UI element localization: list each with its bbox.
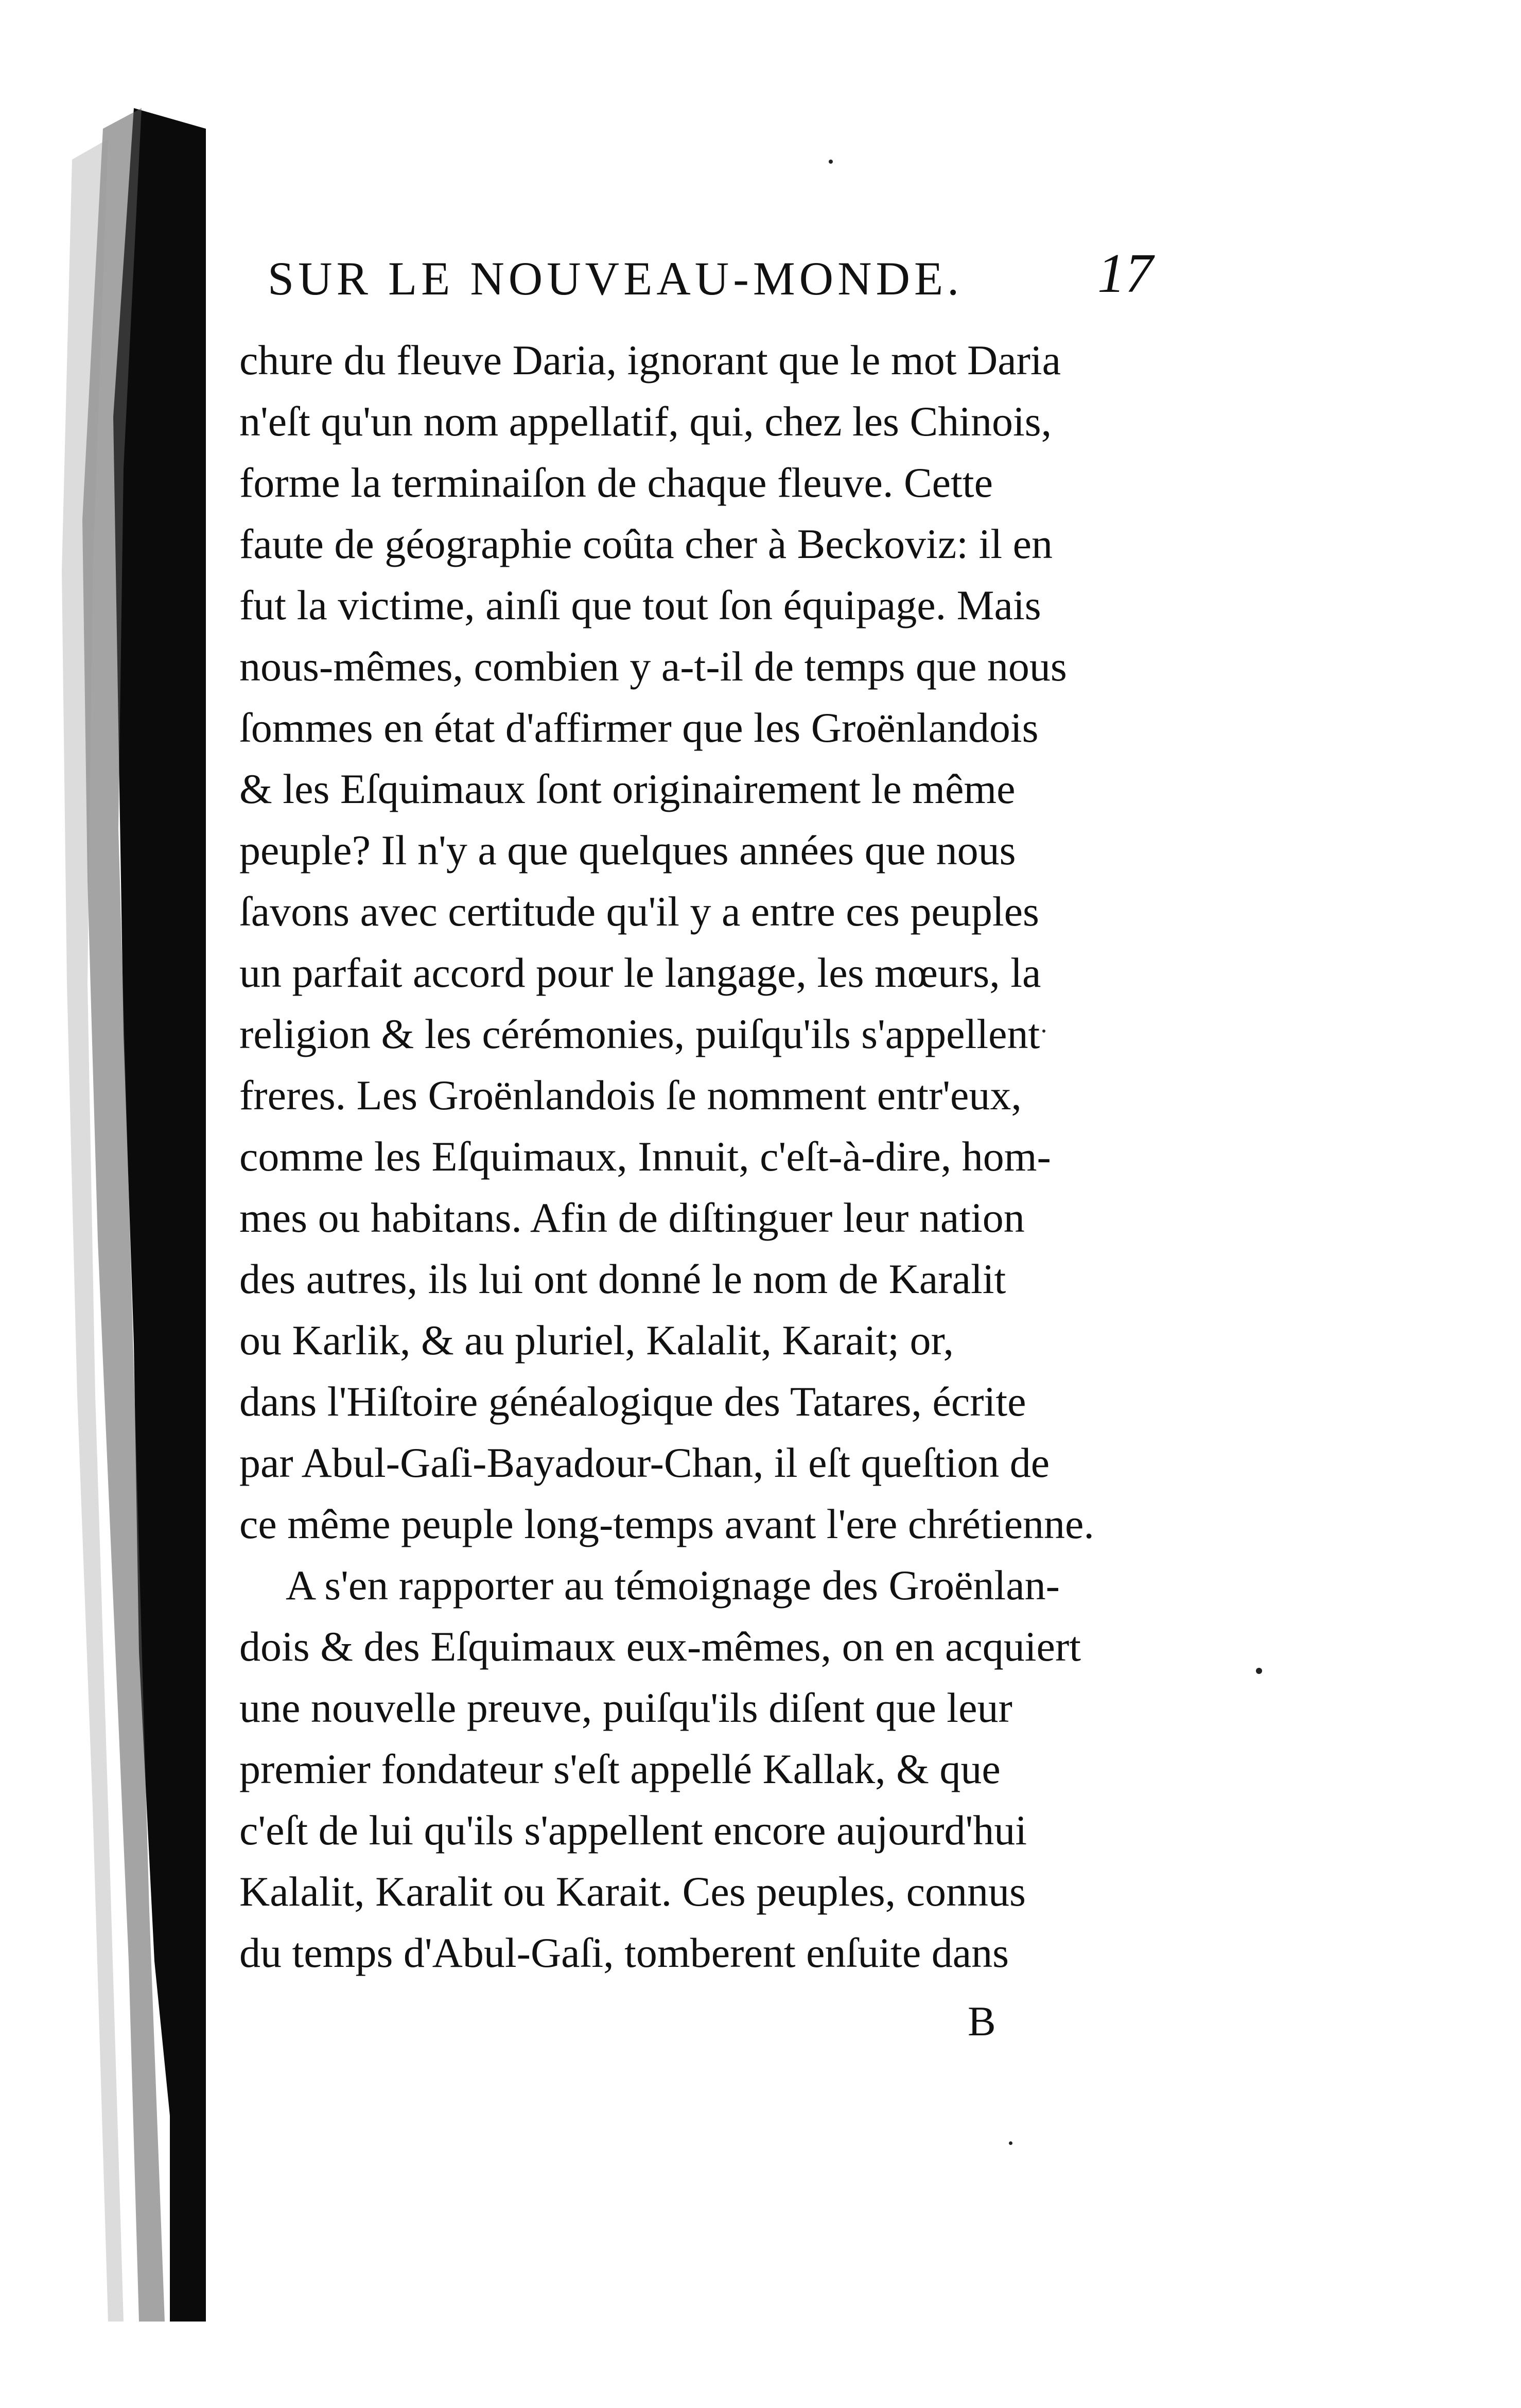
body-text [239,329,1161,1983]
text-line: freres. Les Groënlandois ſe nomment entr'eux, [239,1072,1022,1119]
text-line: ſommes en état d'affirmer que les Groënlandois [239,704,1039,751]
text-line: des autres, ils lui ont donné le nom de Karalit [239,1255,1006,1302]
signature-mark: B [968,1998,996,2045]
page-number: 17 [1097,243,1153,304]
ink-speck [1256,1668,1262,1674]
text-line: dois & des Eſquimaux eux-mêmes, on en acquiert [239,1623,1081,1670]
text-line: Kalalit, Karalit ou Karait. Ces peuples, connus [239,1868,1026,1915]
text-line: & les Eſquimaux ſont originairement le même [239,765,1016,812]
text-line: religion & les cérémonies, puiſqu'ils s'appellent [239,1010,1040,1057]
text-line: faute de géographie coûta cher à Beckoviz: il en [239,520,1053,567]
text-line: du temps d'Abul-Gaſi, tomberent enſuite dans [239,1929,1009,1976]
text-line: comme les Eſquimaux, Innuit, c'eſt-à-dire, hom- [239,1133,1051,1180]
text-line: premier fondateur s'eſt appellé Kallak, & que [239,1746,1001,1792]
text-line: c'eſt de lui qu'ils s'appellent encore aujourd'hui [239,1807,1027,1854]
text-line: n'eſt qu'un nom appellatif, qui, chez les Chinois, [239,398,1052,445]
paragraph-start-line: A s'en rapporter au témoignage des Groënlan- [286,1562,1060,1609]
text-line: nous-mêmes, combien y a-t-il de temps que nous [239,643,1067,690]
text-line: un parfait accord pour le langage, les mœurs, la [239,949,1041,996]
text-line: fut la victime, ainſi que tout ſon équipage. Mais [239,582,1041,629]
ink-speck [829,160,833,164]
ink-speck [1042,1029,1045,1033]
text-line: ce même peuple long-temps avant l'ere chrétienne. [239,1500,1094,1547]
text-line: chure du fleuve Daria, ignorant que le mot Daria [239,337,1061,383]
text-line: ou Karlik, & au pluriel, Kalalit, Karait; or, [239,1317,954,1364]
binding-shadow [51,108,206,2322]
text-line: par Abul-Gaſi-Bayadour-Chan, il eſt queſtion de [239,1439,1050,1486]
text-line: une nouvelle preuve, puiſqu'ils diſent que leur [239,1684,1012,1731]
ink-speck [1009,2141,1012,2145]
text-line: ſavons avec certitude qu'il y a entre ces peuples [239,888,1039,935]
page-header [268,242,1153,319]
text-line: forme la terminaiſon de chaque fleuve. Cette [239,459,993,506]
text-line: mes ou habitans. Afin de diſtinguer leur nation [239,1194,1025,1241]
text-line: peuple? Il n'y a que quelques années que nous [239,827,1016,874]
running-head: SUR LE NOUVEAU-MONDE. [268,252,964,305]
text-line: dans l'Hiſtoire généalogique des Tatares, écrite [239,1378,1026,1425]
